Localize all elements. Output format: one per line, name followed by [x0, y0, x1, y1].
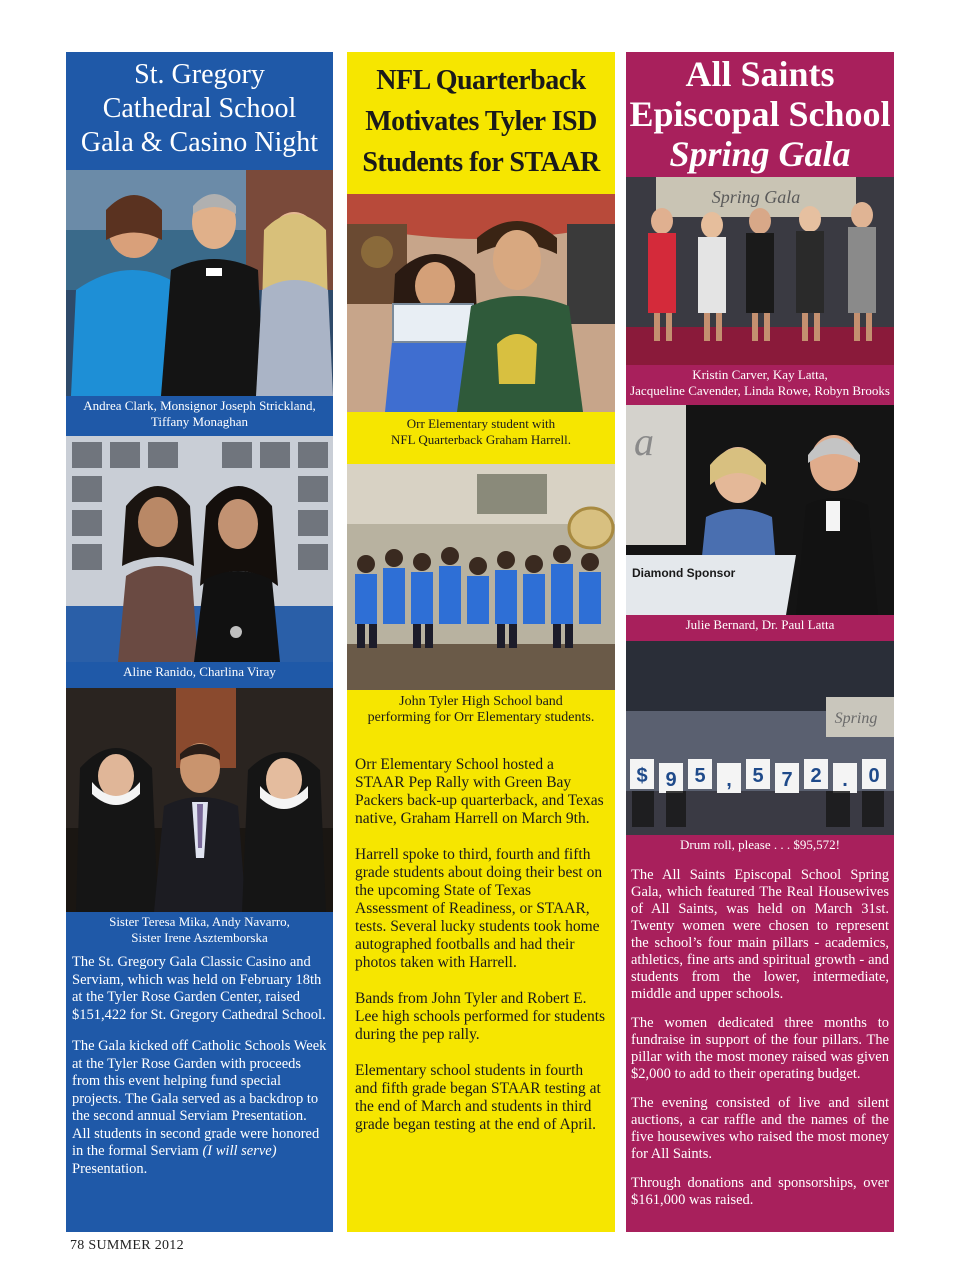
number-card-text: 2 [810, 765, 822, 787]
photo-caption [347, 412, 615, 464]
title-line: Episcopal School [629, 94, 891, 134]
number-card-text: 5 [694, 765, 706, 787]
article-paragraph [72, 1038, 327, 1178]
number-card-text: $ [636, 765, 648, 787]
caption-line: Sister Teresa Mika, Andy Navarro, [109, 914, 290, 929]
paragraph-text: Presentation. [72, 1160, 148, 1177]
photo-housewives [626, 177, 894, 365]
caption-line: performing for Orr Elementary students. [367, 710, 595, 725]
article-paragraph: Through donations and sponsorships, over $161,000 was raised. [631, 1175, 889, 1208]
article-paragraph: The evening consisted of live and silent auctions, a car raffle and the names of the five housewives who raised the most money for All Saints. [631, 1095, 889, 1162]
sign-text: Spring Gala [711, 187, 801, 207]
title-line: Motivates Tyler ISD [365, 106, 597, 137]
title-line: Cathedral School [102, 93, 297, 124]
photo-caption [347, 690, 615, 756]
number-card-text: 9 [665, 769, 677, 791]
title-line: All Saints [685, 54, 835, 94]
st-gregory-column [66, 52, 333, 1232]
st-gregory-title [66, 52, 333, 170]
photo-caption [626, 835, 894, 867]
article-paragraph: Harrell spoke to third, fourth and fifth grade students about doing their best on the upcoming State of Texas Assessment of Readiness, or STAAR, tests. Several lucky students took home autographed footballs and had their photos taken with Harrell. [355, 846, 603, 971]
article-paragraph: Bands from John Tyler and Robert E. Lee high schools performed for students during the pep rally. [355, 990, 606, 1043]
photo-sisters [66, 688, 333, 912]
podium-text: Diamond Sponsor [632, 566, 736, 580]
caption-line: Tiffany Monaghan [150, 414, 249, 429]
caption-line: NFL Quarterback Graham Harrell. [391, 432, 571, 447]
article-paragraph: Orr Elementary School hosted a STAAR Pep Rally with Green Bay Packers back-up quarterback, and Texas native, Graham Harrell on March 9th. [355, 756, 604, 827]
article-paragraph: The All Saints Episcopal School Spring Gala, which featured The Real Housewives of All Saints, was held on March 31st. Twenty women were chosen to represent the school’s four main pillars - academics, athletics, fine arts and spiritual growth - and students from the lower, intermediate, middle and upper schools. [631, 867, 889, 1002]
photo-caption [626, 615, 894, 641]
all-saints-title [626, 52, 894, 177]
caption-line: Drum roll, please . . . $95,572! [680, 837, 840, 852]
issue-label: SUMMER 2012 [88, 1238, 184, 1253]
all-saints-article [626, 867, 894, 1209]
number-cards [630, 759, 886, 793]
caption-line: Andrea Clark, Monsignor Joseph Strickland, [83, 398, 316, 413]
number-card-text: 7 [781, 769, 793, 791]
st-gregory-article [66, 954, 333, 1178]
caption-line: Orr Elementary student with [406, 416, 556, 431]
photo-drum-roll [626, 641, 894, 835]
photo-two-women [66, 436, 333, 662]
photo-gala-guests [66, 170, 333, 396]
photo-caption [66, 396, 333, 436]
caption-line: Kristin Carver, Kay Latta, [692, 367, 828, 382]
article-paragraph: Elementary school students in fourth and fifth grade began STAAR testing at the end of March and students in third grade began testing at the end of April. [355, 1062, 601, 1133]
svg-text:a: a [634, 419, 654, 464]
nfl-quarterback-column [347, 52, 615, 1232]
all-saints-column [626, 52, 894, 1232]
title-line: Gala & Casino Night [80, 127, 319, 158]
title-line: Spring Gala [669, 134, 851, 174]
caption-line: Jacqueline Cavender, Linda Rowe, Robyn Brooks [630, 383, 890, 398]
photo-student-quarterback [347, 194, 615, 412]
latin-translation: (I will serve) [202, 1143, 277, 1159]
title-line: Students for STAAR [362, 147, 600, 178]
page-number: 78 [70, 1238, 85, 1253]
nfl-title [347, 52, 615, 194]
article-paragraph: The St. Gregory Gala Classic Casino and Serviam, which was held on February 18th at the Tyler Rose Garden Center, raised $151,422 for St. Gregory Cathedral School. [72, 954, 326, 1023]
nfl-article [347, 756, 615, 1134]
photo-band [347, 464, 615, 690]
article-paragraph: The women dedicated three months to fundraise in support of the four pillars. The pillar with the most money raised was given $2,000 to add to their operating budget. [631, 1015, 889, 1082]
title-line: NFL Quarterback [376, 65, 586, 96]
number-card-text: . [842, 769, 848, 791]
number-card-text: 5 [752, 765, 764, 787]
title-line: St. Gregory [134, 59, 265, 90]
page-footer [70, 1238, 184, 1254]
photo-caption [66, 662, 333, 688]
number-card-text: 0 [868, 765, 880, 787]
caption-line: Sister Irene Asztemborska [131, 930, 268, 945]
photo-caption [66, 912, 333, 954]
number-card-text: , [726, 769, 732, 791]
caption-line: Julie Bernard, Dr. Paul Latta [685, 617, 835, 632]
paragraph-text: The Gala kicked off Catholic Schools Week at the Tyler Rose Garden with proceeds from this event helping fund special projects. The Gala served as a backdrop to the second annual Serviam Presentation. All students in second grade were honored in the formal Serviam [72, 1038, 327, 1159]
photo-podium [626, 405, 894, 615]
caption-line: Aline Ranido, Charlina Viray [123, 664, 276, 679]
photo-caption [626, 365, 894, 405]
caption-line: John Tyler High School band [399, 694, 563, 709]
sign-text: Spring [834, 710, 878, 727]
